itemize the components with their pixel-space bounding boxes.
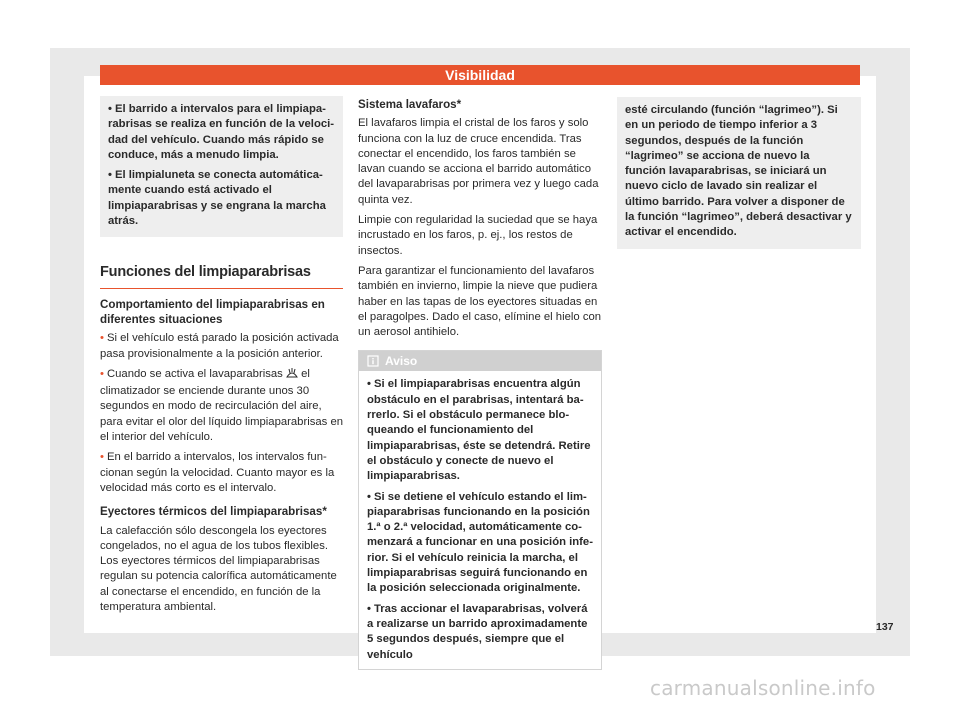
bullet-icon: • — [367, 602, 371, 615]
bullet-icon: • — [367, 378, 371, 391]
summary-box — [100, 96, 343, 237]
bullet-icon: • — [100, 332, 104, 345]
bullet-icon: • — [100, 451, 104, 464]
subheading: Eyectores térmicos del limpiaparabrisas* — [100, 505, 327, 519]
note-continuation: esté circulando (función “lagrimeo”). Si en un periodo de tiempo inferior a 3 segundos, después de la función “lagrimeo” se acciona de nuevo la función lavaparabrisas, se iniciará un nuevo ciclo de lavado sin realizar el último barrido. Para volver a disponer de la función “lagrimeo”, deberá desactivar y activar el encendido. — [625, 104, 852, 239]
note-icon — [367, 354, 385, 368]
note-box — [358, 350, 602, 669]
section-title: Funciones del limpiaparabrisas — [100, 265, 343, 288]
summary-item: • El barrido a intervalos para el limpiaparabrisas se realiza en función de la velocidad del vehículo. Cuando más rápido se conduce, más a menudo limpia. — [108, 103, 335, 161]
note-header — [359, 351, 601, 371]
bullet-paragraph: • Si el vehículo está parado la posición activada pasa provisionalmente a la posición anterior. — [100, 332, 339, 360]
watermark: carmanualsonline.info — [650, 676, 876, 700]
washer-icon — [286, 368, 298, 384]
subheading: Sistema lavafaros* — [358, 98, 462, 111]
body-paragraph: El lavafaros limpia el cristal de los faros y solo funciona con la luz de cruce encendida. Tras conectar el encendido, los faros también se lavan cuando se acciona el barrido automático del lavaparabrisas por primera vez y luego cada quinta vez. — [358, 117, 599, 206]
summary-item: • El limpialuneta se conecta automáticamente cuando está activado el limpiaparabrisas y se engrana la marcha atrás. — [108, 169, 326, 228]
bullet-paragraph: • Cuando se activa el lavaparabrisas el climatizador se enciende durante unos 30 segundos en modo de recirculación del aire, para evitar el olor del líquido limpiaparabrisas en el interior del vehículo. — [100, 367, 344, 444]
column-3 — [617, 97, 861, 249]
body-paragraph: Para garantizar el funcionamiento del lavafaros también en invierno, limpie la nieve que pudiera haber en las tapas de los eyectores situadas en el paragolpes. Dado el caso, elímine el hielo con un aerosol antihielo. — [358, 264, 602, 339]
bullet-paragraph: • En el barrido a intervalos, los intervalos funcionan según la velocidad. Cuanto mayor es la velocidad más corto es el intervalo. — [100, 451, 335, 494]
chapter-header: Visibilidad — [100, 65, 860, 85]
continued-note-box — [617, 97, 861, 249]
body-paragraph: Limpie con regularidad la suciedad que se haya incrustado en los faros, p. ej., los restos de insectos. — [358, 214, 598, 257]
column-1 — [100, 96, 343, 620]
subheading: Comportamiento del limpiaparabrisas en diferentes situaciones — [100, 297, 325, 326]
note-body — [359, 371, 601, 668]
note-title: Aviso — [385, 354, 418, 369]
page-number: 137 — [876, 621, 894, 633]
bullet-icon: • — [100, 367, 104, 380]
body-paragraph: La calefacción sólo descongela los eyectores congelados, no el agua de los tubos flexibles. Los eyectores térmicos del limpiaparabrisas regulan su potencia calorífica automáticamente al conectarse el encendido, en función de la temperatura ambiental. — [100, 524, 337, 614]
column-2 — [358, 97, 602, 670]
bullet-icon: • — [108, 103, 112, 115]
bullet-icon: • — [108, 169, 112, 182]
note-item: • Si el limpiaparabrisas encuentra algún obstáculo en el parabrisas, intentará barrerlo. Si el obstáculo permanece bloqueando el funcionamiento del limpiaparabrisas, éste se detendrá. Retire el obstáculo y conecte de nuevo el limpiaparabrisas. — [367, 378, 591, 483]
bullet-icon: • — [367, 490, 371, 503]
note-item: • Tras accionar el lavaparabrisas, volverá a realizarse un barrido aproximadamente 5 segundos después, siempre que el vehículo — [367, 602, 588, 661]
note-item: • Si se detiene el vehículo estando el limpiaparabrisas funcionando en la posición 1.ª o 2.ª velocidad, automáticamente comenzará a funcionar en una posición inferior. Si el vehículo reinicia la marcha, el limpiaparabrisas seguirá funcionando en la posición seleccionada originalmente. — [367, 490, 593, 595]
